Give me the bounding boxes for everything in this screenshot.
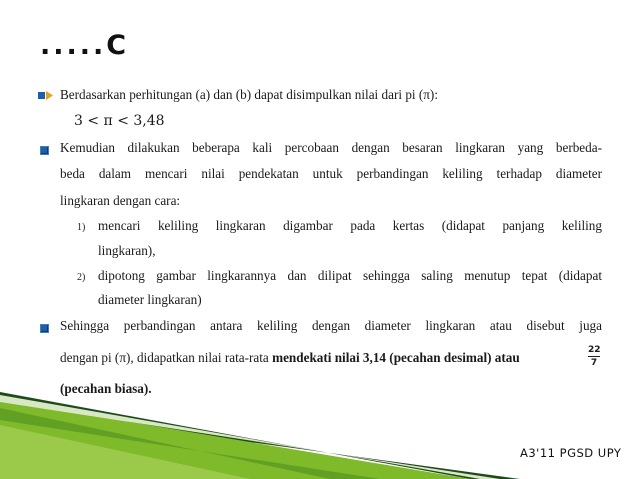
paragraph-3-line-3: (pecahan biasa). bbox=[60, 381, 152, 396]
paragraph-3-line-2 bbox=[60, 350, 520, 366]
paragraph-3-line-2-normal: dengan pi (π), didapatkan nilai rata-rata bbox=[60, 350, 273, 365]
fraction-numerator: 22 bbox=[588, 345, 601, 355]
footer-label: A3'11 PGSD UPY bbox=[520, 446, 622, 460]
paragraph-2-line-1: Kemudian dilakukan beberapa kali percobaan dengan besaran lingkaran yang berbeda- bbox=[60, 140, 602, 155]
list-number: 2) bbox=[77, 272, 86, 283]
paragraph-3-line-2-bold: mendekati nilai 3,14 (pecahan desimal) atau bbox=[272, 350, 520, 365]
list-item-2-line-2: diameter lingkaran) bbox=[98, 292, 202, 307]
square-bullet-icon bbox=[40, 146, 49, 155]
list-item-1-line-1: mencari keliling lingkaran digambar pada kertas (didapat panjang keliling bbox=[98, 218, 602, 233]
list-number: 1) bbox=[77, 222, 86, 233]
square-bullet-icon bbox=[40, 324, 49, 333]
paragraph-1-text: Berdasarkan perhitungan (a) dan (b) dapat disimpulkan nilai dari pi (π): bbox=[60, 87, 438, 102]
fraction-22-7 bbox=[588, 345, 600, 368]
pi-inequality: 3 < π < 3,48 bbox=[74, 113, 165, 129]
paragraph-2-line-3: lingkaran dengan cara: bbox=[60, 193, 181, 208]
paragraph-3-line-1: Sehingga perbandingan antara keliling dengan diameter lingkaran atau disebut juga bbox=[60, 318, 602, 333]
slide-title: .....C bbox=[40, 30, 130, 61]
paragraph-2-line-2: beda dalam mencari nilai pendekatan untuk perbandingan keliling terhadap diameter bbox=[60, 166, 602, 181]
list-item-2-line-1: dipotong gambar lingkarannya dan dilipat sehingga saling menutup tepat (didapat bbox=[98, 268, 602, 283]
fraction-denominator: 7 bbox=[590, 358, 598, 368]
arrow-bullet-icon bbox=[38, 90, 56, 102]
list-item-1-line-2: lingkaran), bbox=[98, 243, 156, 258]
